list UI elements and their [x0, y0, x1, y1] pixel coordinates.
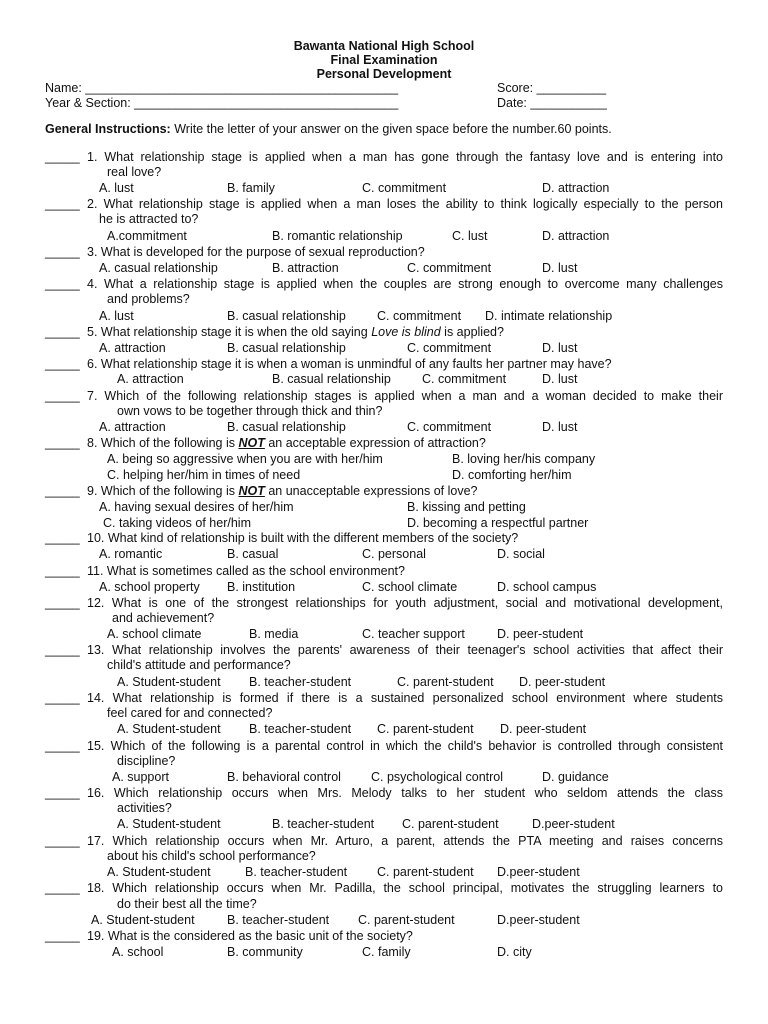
question-8-text: [87, 435, 486, 451]
question-15-text: 15. Which of the following is a parental control in which the child's behavior is controlled through consistent: [87, 739, 723, 753]
q19-option-b: B. community: [227, 945, 303, 959]
question-13-text: 13. What relationship involves the parents' awareness of their teenager's school activities that affect their: [87, 643, 723, 657]
question-17-text-cont: about his child's school performance?: [107, 849, 316, 863]
q7-option-c: C. commitment: [407, 420, 492, 434]
subject-title: Personal Development: [316, 67, 452, 81]
q6-option-d: D. lust: [542, 372, 578, 386]
name-field[interactable]: Name: _____________________________________________: [45, 81, 399, 95]
question-2-text: 2. What relationship stage is applied when a man loses the ability to think logically especially to the person: [87, 197, 723, 211]
q9-option-b: B. kissing and petting: [407, 500, 526, 514]
q14-option-d: D. peer-student: [500, 722, 587, 736]
q9-option-d: D. becoming a respectful partner: [407, 516, 589, 530]
q8-text-c: an acceptable expression of attraction?: [264, 436, 486, 450]
answer-blank[interactable]: _____: [45, 881, 80, 895]
q5-option-b: B. casual relationship: [227, 341, 346, 355]
q3-option-a: A. casual relationship: [99, 261, 218, 275]
q18-option-b: B. teacher-student: [227, 913, 330, 927]
answer-blank[interactable]: _____: [45, 357, 80, 371]
q8-option-a: A. being so aggressive when you are with her/him: [107, 452, 383, 466]
q12-option-d: D. peer-student: [497, 627, 584, 641]
q11-option-b: B. institution: [227, 580, 296, 594]
q6-option-a: A. attraction: [117, 372, 184, 386]
q8-not-emphasis: NOT: [238, 436, 265, 450]
q4-option-d: D. intimate relationship: [485, 309, 613, 323]
q15-option-b: B. behavioral control: [227, 770, 341, 784]
question-16-text-cont: activities?: [117, 801, 172, 815]
school-name: Bawanta National High School: [293, 39, 475, 53]
answer-blank[interactable]: _____: [45, 389, 80, 403]
q18-option-a: A. Student-student: [91, 913, 195, 927]
question-1-text: 1. What relationship stage is applied when a man has gone through the fantasy love and is entering into: [87, 150, 723, 164]
q10-option-c: C. personal: [362, 547, 426, 561]
answer-blank[interactable]: _____: [45, 245, 80, 259]
q1-option-c: C. commitment: [362, 181, 447, 195]
q5-option-d: D. lust: [542, 341, 578, 355]
answer-blank[interactable]: _____: [45, 531, 80, 545]
q13-option-c: C. parent-student: [397, 675, 494, 689]
q1-option-b: B. family: [227, 181, 275, 195]
q17-option-b: B. teacher-student: [245, 865, 348, 879]
q7-option-d: D. lust: [542, 420, 578, 434]
instructions-text: Write the letter of your answer on the given space before the number.60 points.: [170, 122, 612, 136]
question-12-text-cont: and achievement?: [112, 611, 215, 625]
q7-option-b: B. casual relationship: [227, 420, 346, 434]
question-3-text: 3. What is developed for the purpose of sexual reproduction?: [87, 245, 425, 259]
q2-option-d: D. attraction: [542, 229, 610, 243]
answer-blank[interactable]: _____: [45, 484, 80, 498]
q15-option-a: A. support: [112, 770, 169, 784]
question-6-text: 6. What relationship stage it is when a woman is unmindful of any faults her partner may have?: [87, 357, 612, 371]
q14-option-b: B. teacher-student: [249, 722, 352, 736]
q9-text-c: an unacceptable expressions of love?: [264, 484, 478, 498]
q18-option-c: C. parent-student: [358, 913, 455, 927]
answer-blank[interactable]: _____: [45, 596, 80, 610]
q17-option-d: D.peer-student: [497, 865, 580, 879]
q15-option-c: C. psychological control: [371, 770, 504, 784]
question-18-text: 18. Which relationship occurs when Mr. Padilla, the school principal, motivates the struggling learners to: [87, 881, 723, 895]
answer-blank[interactable]: _____: [45, 786, 80, 800]
q15-option-d: D. guidance: [542, 770, 609, 784]
q10-option-b: B. casual: [227, 547, 279, 561]
year-section-field[interactable]: Year & Section: ______________________________________: [45, 96, 399, 110]
q3-option-c: C. commitment: [407, 261, 492, 275]
question-16-text: 16. Which relationship occurs when Mrs. Melody talks to her student who seldom attends the class: [87, 786, 723, 800]
answer-blank[interactable]: _____: [45, 691, 80, 705]
question-14-text: 14. What relationship is formed if there is a sustained personalized school environment where students: [87, 691, 723, 705]
q19-option-a: A. school: [112, 945, 164, 959]
question-11-text: 11. What is sometimes called as the school environment?: [87, 564, 405, 578]
question-2-text-cont: he is attracted to?: [99, 212, 199, 226]
q6-option-c: C. commitment: [422, 372, 507, 386]
question-4-text: 4. What a relationship stage is applied when the couples are strong enough to overcome many challenges: [87, 277, 723, 291]
exam-title: Final Examination: [330, 53, 438, 67]
q9-text-a: 9. Which of the following is: [87, 484, 239, 498]
q5-text-c: is applied?: [440, 325, 504, 339]
question-14-text-cont: feel cared for and connected?: [107, 706, 273, 720]
q1-option-a: A. lust: [99, 181, 134, 195]
instructions-label: General Instructions:: [45, 122, 171, 136]
question-18-text-cont: do their best all the time?: [117, 897, 257, 911]
q11-option-a: A. school property: [99, 580, 200, 594]
q8-option-d: D. comforting her/him: [452, 468, 572, 482]
question-15-text-cont: discipline?: [117, 754, 176, 768]
question-7-text-cont: own vows to be together through thick and thin?: [117, 404, 383, 418]
question-19-text: 19. What is the considered as the basic unit of the society?: [87, 929, 413, 943]
answer-blank[interactable]: _____: [45, 277, 80, 291]
q5-option-c: C. commitment: [407, 341, 492, 355]
q12-option-b: B. media: [249, 627, 299, 641]
q5-option-a: A. attraction: [99, 341, 166, 355]
q12-option-a: A. school climate: [107, 627, 202, 641]
question-4-text-cont: and problems?: [107, 292, 190, 306]
q5-saying: Love is blind: [371, 325, 441, 339]
question-5-text: [87, 324, 504, 340]
general-instructions: [45, 121, 612, 137]
q2-option-c: C. lust: [452, 229, 488, 243]
question-17-text: 17. Which relationship occurs when Mr. Arturo, a parent, attends the PTA meeting and raises concerns: [87, 834, 723, 848]
question-13-text-cont: child's attitude and performance?: [107, 658, 291, 672]
q19-option-d: D. city: [497, 945, 532, 959]
q16-option-c: C. parent-student: [402, 817, 499, 831]
q16-option-b: B. teacher-student: [272, 817, 375, 831]
q9-option-c: C. taking videos of her/him: [103, 516, 251, 530]
question-1-text-cont: real love?: [107, 165, 162, 179]
q12-option-c: C. teacher support: [362, 627, 465, 641]
q19-option-c: C. family: [362, 945, 411, 959]
q13-option-d: D. peer-student: [519, 675, 606, 689]
q17-option-a: A. Student-student: [107, 865, 211, 879]
q8-text-a: 8. Which of the following is: [87, 436, 239, 450]
q3-option-d: D. lust: [542, 261, 578, 275]
q9-option-a: A. having sexual desires of her/him: [99, 500, 294, 514]
score-field[interactable]: Score: __________: [497, 81, 607, 95]
q14-option-c: C. parent-student: [377, 722, 474, 736]
answer-blank[interactable]: _____: [45, 643, 80, 657]
q10-option-a: A. romantic: [99, 547, 163, 561]
q8-option-c: C. helping her/him in times of need: [107, 468, 301, 482]
q4-option-a: A. lust: [99, 309, 134, 323]
q13-option-a: A. Student-student: [117, 675, 221, 689]
q5-text-a: 5. What relationship stage it is when the old saying: [87, 325, 372, 339]
q17-option-c: C. parent-student: [377, 865, 474, 879]
q1-option-d: D. attraction: [542, 181, 610, 195]
question-10-text: 10. What kind of relationship is built with the different members of the society?: [87, 531, 519, 545]
q9-not-emphasis: NOT: [238, 484, 265, 498]
answer-blank[interactable]: _____: [45, 739, 80, 753]
answer-blank[interactable]: _____: [45, 564, 80, 578]
q11-option-d: D. school campus: [497, 580, 597, 594]
answer-blank[interactable]: _____: [45, 197, 80, 211]
q18-option-d: D.peer-student: [497, 913, 580, 927]
answer-blank[interactable]: _____: [45, 150, 80, 164]
q16-option-d: D.peer-student: [532, 817, 615, 831]
question-12-text: 12. What is one of the strongest relationships for youth adjustment, social and motivational development,: [87, 596, 723, 610]
q6-option-b: B. casual relationship: [272, 372, 391, 386]
q4-option-b: B. casual relationship: [227, 309, 346, 323]
q3-option-b: B. attraction: [272, 261, 339, 275]
question-7-text: 7. Which of the following relationship stages is applied when a man and a woman decided to make their: [87, 389, 723, 403]
question-9-text: [87, 483, 478, 499]
q10-option-d: D. social: [497, 547, 545, 561]
q4-option-c: C. commitment: [377, 309, 462, 323]
q11-option-c: C. school climate: [362, 580, 458, 594]
q16-option-a: A. Student-student: [117, 817, 221, 831]
answer-blank[interactable]: _____: [45, 325, 80, 339]
q8-option-b: B. loving her/his company: [452, 452, 596, 466]
q2-option-b: B. romantic relationship: [272, 229, 403, 243]
q2-option-a: A.commitment: [107, 229, 187, 243]
answer-blank[interactable]: _____: [45, 436, 80, 450]
date-field[interactable]: Date: ___________: [497, 96, 607, 110]
q13-option-b: B. teacher-student: [249, 675, 352, 689]
answer-blank[interactable]: _____: [45, 834, 80, 848]
answer-blank[interactable]: _____: [45, 929, 80, 943]
q14-option-a: A. Student-student: [117, 722, 221, 736]
q7-option-a: A. attraction: [99, 420, 166, 434]
